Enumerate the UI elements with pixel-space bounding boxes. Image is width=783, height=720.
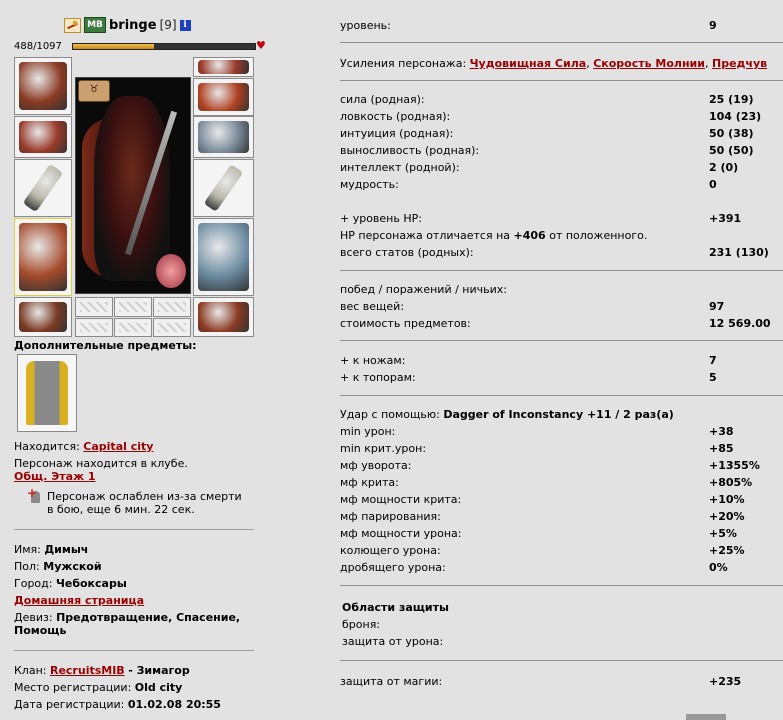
stat-row-intellect <box>340 159 783 176</box>
stat-row-min-dmg <box>340 423 783 440</box>
character-level-tag: [9] <box>159 18 177 32</box>
hp-diff-text <box>340 227 647 244</box>
alignment-icon[interactable] <box>64 18 81 33</box>
empty-slot[interactable] <box>153 297 191 317</box>
name-line <box>14 543 88 557</box>
armor-slot[interactable] <box>14 218 72 296</box>
stat-row-wins <box>340 281 783 298</box>
stat-value: 50 (50) <box>709 144 754 157</box>
stat-value: +20% <box>709 510 745 523</box>
sex-value: Мужской <box>43 560 102 573</box>
stat-row-wisdom <box>340 176 783 193</box>
stat-label: ловкость (родная): <box>340 110 451 123</box>
clan-link[interactable]: RecruitsMIB <box>49 664 125 677</box>
bracers-item-icon <box>19 121 67 153</box>
divider <box>340 585 783 586</box>
empty-slot-pattern <box>80 302 108 312</box>
stat-label: интуиция (родная): <box>340 127 454 140</box>
stat-label: колющего урона: <box>340 544 441 557</box>
name-label: Имя: <box>14 543 41 556</box>
clan-rank: - Зимагор <box>128 664 190 677</box>
additional-item-shirt[interactable] <box>17 354 77 432</box>
stat-row-strength <box>340 91 783 108</box>
stat-value: 0 <box>709 178 717 191</box>
strike-line <box>340 406 783 423</box>
stat-label: дробящего урона: <box>340 561 446 574</box>
stat-row-knives <box>340 352 783 369</box>
homepage-line <box>14 594 144 608</box>
stat-label: побед / поражений / ничьих: <box>340 283 507 296</box>
stat-value: 12 569.00 <box>709 317 771 330</box>
location-label: Находится: <box>14 440 80 453</box>
homepage-link[interactable]: Домашняя страница <box>14 594 145 607</box>
divider <box>340 80 783 81</box>
stat-row-armor <box>342 616 783 633</box>
city-value: Чебоксары <box>55 577 127 590</box>
reg-place-value: Old city <box>134 681 183 694</box>
divider <box>14 529 254 530</box>
divider <box>340 340 783 341</box>
boots-slot[interactable] <box>193 297 254 337</box>
stat-label: всего статов (родных): <box>340 246 474 259</box>
boost-link[interactable]: Скорость Молнии <box>593 57 705 70</box>
character-nick: bringe <box>109 17 157 33</box>
reg-place-line <box>14 681 182 695</box>
empty-slot[interactable] <box>75 318 113 337</box>
empty-slot-pattern <box>80 323 108 332</box>
stat-value: +391 <box>709 212 742 225</box>
divider <box>14 650 254 651</box>
stat-row-crush <box>340 559 783 576</box>
stat-label: + к топорам: <box>340 371 416 384</box>
divider <box>340 395 783 396</box>
strike-label: Удар с помощью: <box>340 408 440 421</box>
belt-slot[interactable] <box>14 297 72 337</box>
character-avatar[interactable] <box>75 77 191 294</box>
stat-value: 5 <box>709 371 717 384</box>
motto-label: Девиз: <box>14 611 53 624</box>
empty-slot-pattern <box>119 302 147 312</box>
dagger-left-icon <box>23 164 64 212</box>
dagger-right-icon <box>204 164 244 212</box>
stat-label: вес вещей: <box>340 300 405 313</box>
stat-label: выносливость (родная): <box>340 144 480 157</box>
stat-value: +1355% <box>709 459 760 472</box>
club-text: Персонаж находится в клубе. <box>14 457 188 470</box>
name-value: Димыч <box>44 543 89 556</box>
stat-label: стоимость предметов: <box>340 317 471 330</box>
info-icon[interactable]: i <box>180 20 191 31</box>
stat-value: +85 <box>709 442 734 455</box>
hp-diff-pre: HP персонажа отличается на <box>340 229 514 242</box>
weakness-line-2: в бою, еще 6 мин. 22 сек. <box>47 503 195 516</box>
stat-label: мф уворота: <box>340 459 412 472</box>
reg-date-label: Дата регистрации: <box>14 698 125 711</box>
stat-row-level <box>340 17 783 34</box>
reg-date-line <box>14 698 221 712</box>
strike-text <box>340 406 674 423</box>
clan-icon[interactable]: MB <box>84 17 106 33</box>
stat-value: 7 <box>709 354 717 367</box>
additional-items-title: Дополнительные предметы: <box>14 339 197 352</box>
stat-row-magic-protect <box>340 673 783 690</box>
boots-item-icon <box>198 302 249 332</box>
floor-link[interactable]: Общ. Этаж 1 <box>14 470 96 483</box>
stat-row-axes <box>340 369 783 386</box>
hp-diff-line <box>340 227 783 244</box>
shirt-icon <box>26 361 68 425</box>
belt-item-icon <box>19 302 67 332</box>
divider <box>340 270 783 271</box>
stat-label: мф парирования: <box>340 510 441 523</box>
stat-label: мф крита: <box>340 476 399 489</box>
hp-text: 488/1097 <box>14 41 62 52</box>
stat-value: 2 (0) <box>709 161 739 174</box>
pants-slot[interactable] <box>193 218 254 296</box>
sex-label: Пол: <box>14 560 40 573</box>
stat-value: 25 (19) <box>709 93 754 106</box>
heart-icon: ♥ <box>256 39 266 52</box>
stat-value: +38 <box>709 425 734 438</box>
divider <box>340 660 783 661</box>
stat-label: сила (родная): <box>340 93 425 106</box>
boosts-line <box>340 55 767 72</box>
city-line <box>14 577 127 591</box>
stat-label: мф мощности урона: <box>340 527 462 540</box>
cut-off-text-fragment <box>686 714 726 720</box>
armor-item-icon <box>19 223 67 291</box>
pants-item-icon <box>198 223 249 291</box>
stat-label: броня: <box>342 618 381 631</box>
empty-slot-pattern <box>119 323 147 332</box>
stat-label: защита от урона: <box>342 635 444 648</box>
empty-slot-pattern <box>158 323 186 332</box>
helmet-slot[interactable] <box>14 57 72 115</box>
right-weapon-slot[interactable] <box>193 159 254 217</box>
hp-diff-post: от положенного. <box>545 229 648 242</box>
rings-item-icon <box>198 83 249 111</box>
reg-date-value: 01.02.08 20:55 <box>127 698 221 711</box>
weakness-line-1: Персонаж ослаблен из-за смерти <box>47 490 242 503</box>
stat-row-dmg-protect <box>342 633 783 650</box>
stat-row-cost <box>340 315 783 332</box>
stat-label: + уровень HP: <box>340 212 422 225</box>
clan-label: Клан: <box>14 664 47 677</box>
stat-row-pierce <box>340 542 783 559</box>
stat-label: min крит.урон: <box>340 442 427 455</box>
stat-row-mf-dmg-power <box>340 525 783 542</box>
city-label: Город: <box>14 577 53 590</box>
stat-value: +10% <box>709 493 745 506</box>
gloves-slot[interactable] <box>193 116 254 158</box>
hp-line <box>14 39 266 53</box>
stat-label: мф мощности крита: <box>340 493 462 506</box>
location-link[interactable]: Capital city <box>83 440 154 453</box>
motto-value-1: Предотвращение, Спасение, <box>56 611 241 624</box>
floor-line <box>14 470 96 484</box>
stat-row-mf-dodge <box>340 457 783 474</box>
empty-slot[interactable] <box>114 297 152 317</box>
zodiac-sign-icon[interactable]: ♉ <box>78 80 110 102</box>
bracers-slot[interactable] <box>14 116 72 158</box>
character-header <box>64 15 191 35</box>
clan-line <box>14 664 190 678</box>
stat-value: +5% <box>709 527 737 540</box>
stat-label: уровень: <box>340 19 391 32</box>
stat-value: 0% <box>709 561 728 574</box>
stat-row-endurance <box>340 142 783 159</box>
stat-row-min-crit <box>340 440 783 457</box>
boost-separator: , <box>586 57 590 70</box>
divider <box>340 42 783 43</box>
protection-title: Области защиты <box>342 601 449 614</box>
hp-diff-value: +406 <box>513 229 546 242</box>
stat-label: интеллект (родной): <box>340 161 460 174</box>
stat-row-mf-crit-power <box>340 491 783 508</box>
stat-label: защита от магии: <box>340 675 443 688</box>
empty-slot-pattern <box>158 302 186 312</box>
boost-link[interactable]: Чудовищная Сила <box>469 57 587 70</box>
stat-label: + к ножам: <box>340 354 406 367</box>
avatar-figure <box>94 96 170 281</box>
stat-value: 9 <box>709 19 717 32</box>
stat-row-hp-bonus <box>340 210 783 227</box>
stat-row-weight <box>340 298 783 315</box>
empty-slot[interactable] <box>114 318 152 337</box>
stat-row-mf-crit <box>340 474 783 491</box>
stat-value: +235 <box>709 675 742 688</box>
stat-label: мудрость: <box>340 178 399 191</box>
stat-row-total <box>340 244 783 261</box>
stat-value: +805% <box>709 476 753 489</box>
location-line <box>14 440 153 454</box>
sex-line <box>14 560 102 574</box>
strike-value: Dagger of Inconstancy +11 / 2 раз(а) <box>443 408 674 421</box>
boost-separator: , <box>704 57 709 70</box>
stat-value: 97 <box>709 300 725 313</box>
hp-bar-fill <box>73 44 154 49</box>
motto-value-2: Помощь <box>14 624 67 637</box>
reg-place-label: Место регистрации: <box>14 681 132 694</box>
motto-line-2 <box>14 624 66 638</box>
stat-value: 104 (23) <box>709 110 762 123</box>
rings-slot[interactable] <box>193 78 254 116</box>
stat-value: +25% <box>709 544 745 557</box>
stat-value: 50 (38) <box>709 127 754 140</box>
boost-link[interactable]: Предчув <box>711 57 768 70</box>
earrings-slot[interactable] <box>193 57 254 77</box>
hp-bar <box>72 43 256 50</box>
boosts-label: Усиления персонажа: <box>340 57 467 70</box>
stat-row-agility <box>340 108 783 125</box>
left-weapon-slot[interactable] <box>14 159 72 217</box>
weakness-icon <box>27 489 43 505</box>
motto-line <box>14 611 240 625</box>
stat-label: min урон: <box>340 425 396 438</box>
empty-slot[interactable] <box>153 318 191 337</box>
stat-row-mf-parry <box>340 508 783 525</box>
helmet-item-icon <box>19 62 67 110</box>
earrings-item-icon <box>198 60 249 74</box>
character-panel <box>0 0 266 720</box>
stat-row-intuition <box>340 125 783 142</box>
gloves-item-icon <box>198 121 249 153</box>
stat-value: 231 (130) <box>709 246 769 259</box>
pet-icon[interactable] <box>156 254 186 288</box>
empty-slot[interactable] <box>75 297 113 317</box>
